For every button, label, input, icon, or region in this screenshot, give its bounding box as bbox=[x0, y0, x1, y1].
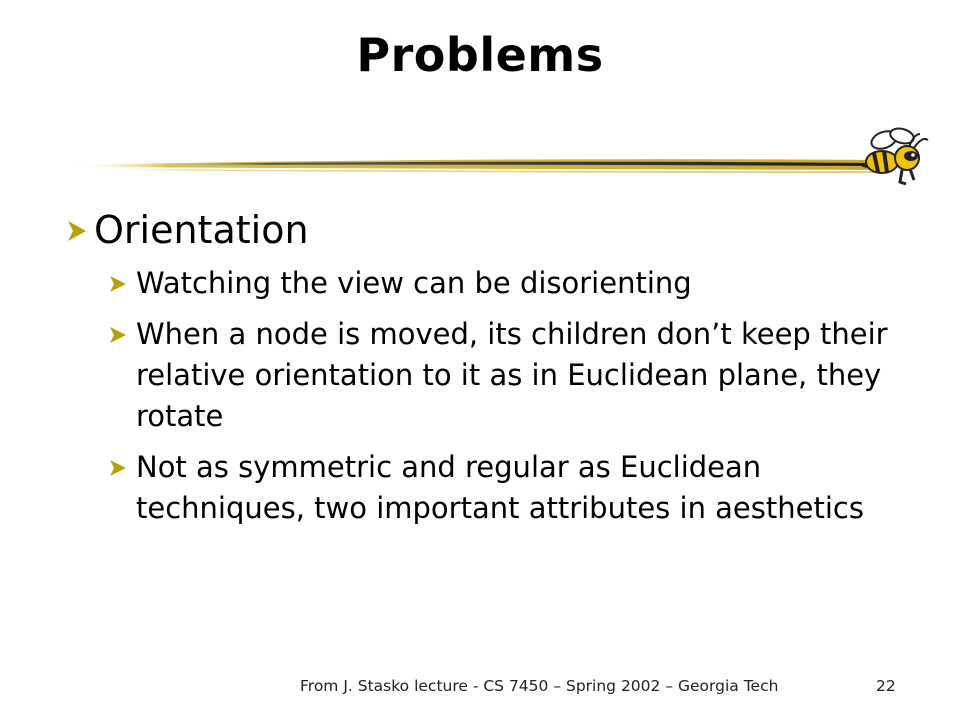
sub-bullet-text: Not as symmetric and regular as Euclidean techniques, two important attributes in aesthetics bbox=[136, 450, 864, 525]
bullet-level-2 bbox=[106, 263, 922, 304]
yellow-jacket-mascot-icon bbox=[862, 126, 932, 188]
bullet-level-1 bbox=[62, 207, 922, 253]
bullet-level-2 bbox=[106, 447, 922, 529]
slide-title: Problems bbox=[356, 28, 604, 82]
sub-bullet-text: Watching the view can be disorienting bbox=[136, 266, 692, 300]
sub-bullet-text: When a node is moved, its children don’t keep their relative orientation to it as in Euclidean plane, they rotate bbox=[136, 317, 888, 433]
bullet-level-2 bbox=[106, 314, 922, 437]
bullet-text: Orientation bbox=[94, 208, 309, 252]
slide-body bbox=[62, 207, 922, 539]
page-number: 22 bbox=[876, 677, 896, 695]
right-arrowhead-icon bbox=[62, 207, 94, 253]
right-arrowhead-icon bbox=[106, 447, 133, 488]
right-arrowhead-icon bbox=[106, 314, 133, 355]
decorative-rule bbox=[70, 148, 885, 184]
right-arrowhead-icon bbox=[106, 263, 133, 304]
slide-footer: From J. Stasko lecture - CS 7450 – Spring 2002 – Georgia Tech bbox=[300, 677, 779, 695]
